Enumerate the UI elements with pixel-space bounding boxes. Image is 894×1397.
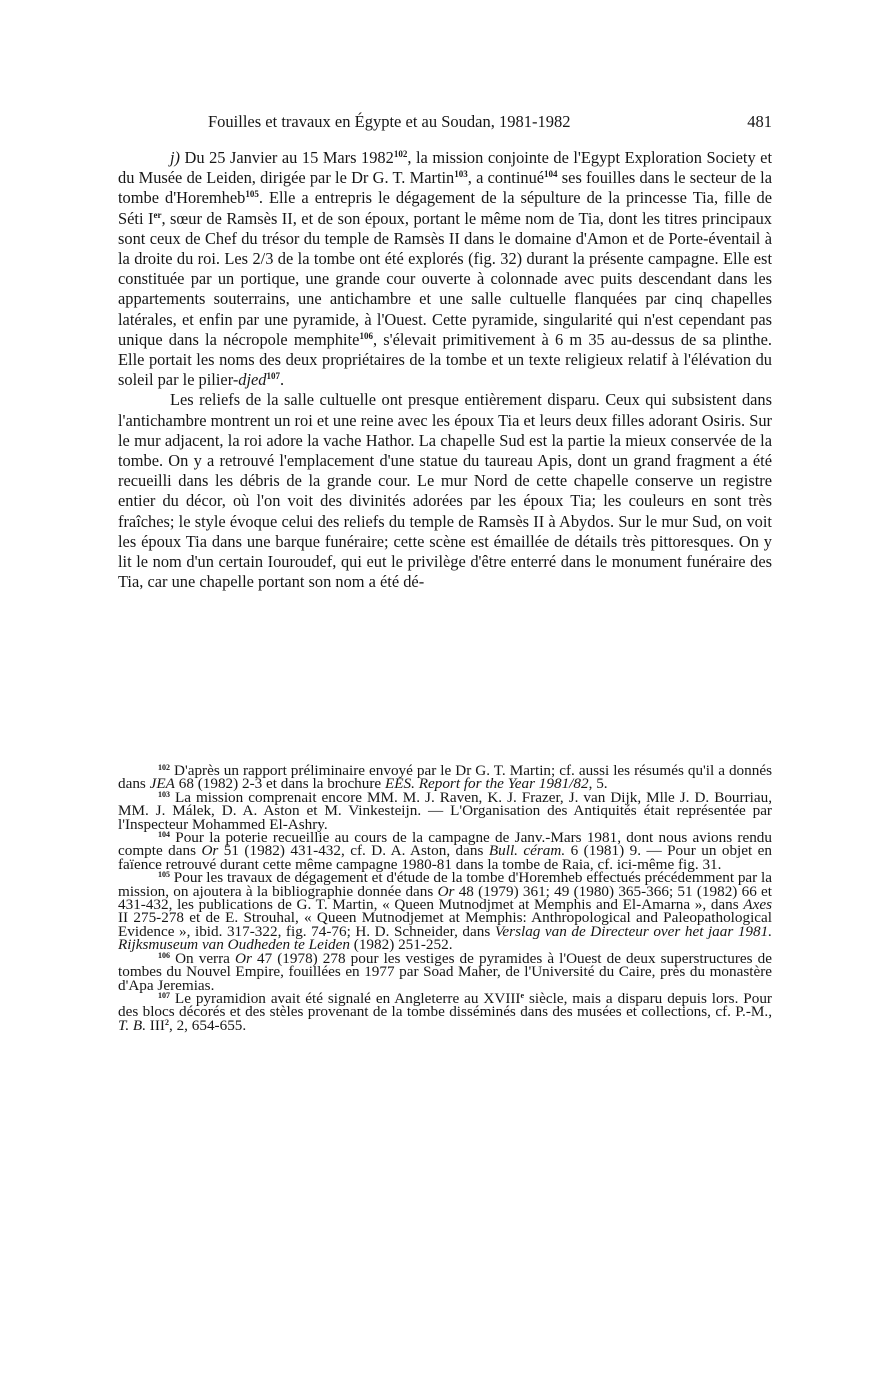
footnote-107 [118,989,772,1034]
footnote-105 [118,869,773,954]
italic-ref: JEA [149,775,175,793]
item-letter: j) [170,148,181,167]
italic-ref: Or [235,949,252,967]
footnote-ref-102[interactable]: 102 [393,149,408,159]
text-run: , a continué [467,168,545,188]
footnote-ref-105[interactable]: 105 [245,189,259,200]
text-run: , 2, 654-655. [168,1016,247,1034]
footnote-number: 106 [158,950,170,960]
italic-ref: EES. Report for the Year 1981/82 [384,775,589,793]
italic-ref: Verslag van de Directeur over het jaar 1981. Rijksmuseum van Oudheden te Leiden [118,922,772,954]
running-header [118,112,772,140]
text-run: 51 (1982) 431-432, cf. D. A. Aston, dans [218,842,489,860]
footnote-ref-104[interactable]: 104 [544,169,558,180]
text-run: Pour les travaux de dégagement et d'étude de la tombe d'Horemheb effectués précédemment par la mission, on ajoutera à la bibliographie donnée dans [118,869,772,900]
main-text [118,148,772,592]
ordinal-superscript: er [153,209,162,220]
text-run: . Elle a entrepris le dégagement de la sépulture de la princesse Tia, fille de Séti I [118,188,772,228]
footnote-ref-106[interactable]: 106 [359,330,373,341]
footnote-number: 102 [158,763,170,772]
text-run: , sœur de Ramsès II, et de son époux, portant le même nom de Tia, dont les titres principaux sont ceux de Chef du trésor du temple de Ramsès II dans le domaine d'Amon et de Porte-éventail à la droite du roi. Les 2/3 de la tombe ont été explorés (fig. 32) durant la présente campagne. Elle est constituée par un portique, une grande cour ouverte à colonnade avec puits descendant dans les appartements souterrains, une antichambre et une salle cultuelle flanquées par cinq chapelles latérales, et enfin par une pyramide, à l'Ouest. Cette pyramide, singularité qui n'est cependant pas unique dans la nécropole memphite [118,208,772,349]
text-run: siècle, mais a disparu depuis lors. Pour des blocs décorés et des stèles provenant de la tombe disséminés dans des musées et collections, cf. P.-M., [118,989,772,1021]
footnote-number: 107 [158,990,170,1000]
text-run: Le pyramidion avait été signalé en Angleterre au XVIII [170,989,521,1007]
text-run: , s'élevait primitivement à 6 m 35 au-dessus de sa plinthe. Elle portait les noms des deux propriétaires de la tombe et un texte religieux relatif à l'élévation du soleil par le pilier- [118,329,772,390]
italic-ref: Or [437,882,455,900]
footnote-102 [118,764,772,791]
text-run: On verra [170,949,235,967]
century-superscript: e [520,990,525,1000]
text-run: II 275-278 et de E. Strouhal, « Queen Mutnodjemet at Memphis: Anthropological and Paleopathological Evidence », ibid. 317-322, fig. 74-76; H. D. Schneider, dans [118,909,772,940]
text-run: III [146,1016,165,1034]
footnote-number: 103 [158,789,170,799]
text-run: Du 25 Janvier au 15 Mars 1982 [180,148,394,167]
italic-ref: Axes [743,896,772,914]
italic-ref: T. B. [118,1016,146,1034]
footnote-number: 105 [158,870,170,880]
paragraph-2: Les reliefs de la salle cultuelle ont presque entièrement disparu. Ceux qui subsistent dans l'antichambre montrent un roi et une reine avec les époux Tia et leurs deux filles adorant Osiris. Sur le mur adjacent, la roi adore la vache Hathor. La chapelle Sud est la partie la mieux conservée de la tombe. On y a retrouvé l'emplacement d'une statue du taureau Apis, dont un grand fragment a été recueilli dans les débris de la grande cour. Le mur Nord de cette chapelle conserve un registre entier du décor, où l'on voit des divinités adorées par les époux Tia; les couleurs en sont très fraîches; le style évoque celui des reliefs du temple de Ramsès II à Abydos. Sur le mur Sud, on voit les époux Tia dans une barque funéraire; cette scène est émaillée de détails très pittoresques. On y lit le nom d'un certain Iouroudef, qui eut le privilège d'être enterré dans le monument funéraire des Tia, car une chapelle portant son nom a été dé- [118,390,772,592]
italic-ref: Bull. céram. [488,842,566,860]
text-run: . [280,370,285,390]
footnote-106 [118,949,772,994]
footnote-ref-107[interactable]: 107 [266,371,281,382]
text-run: La mission comprenait encore MM. M. J. Raven, K. J. Frazer, J. van Dijk, Mlle J. D. Bourriau, MM. J. Málek, D. A. Aston et M. Vinkesteijn. — L'Organisation des Antiquités était représentée par l'Inspecteur Mohammed El-Ashry. [118,788,772,833]
text-run: 47 (1978) 278 pour les vestiges de pyramides à l'Ouest de deux superstructures de tombes du Nouvel Empire, fouillées en 1977 par Soad Maher, de l'Université du Caire, près du monastère d'Apa Jeremias. [118,949,772,994]
text-run: Pour la poterie recueillie au cours de la campagne de Janv.-Mars 1981, dont nous avions rendu compte dans [118,829,772,860]
text-run: 48 (1979) 361; 49 (1980) 365-366; 51 (1982) 66 et 431-432, les publications de G. T. Martin, « Queen Mutnodjmet at Memphis and El-Amarna », dans [118,882,773,914]
italic-ref: Or [201,842,219,860]
paragraph-1 [118,148,772,390]
text-run: , la mission conjointe de l'Egypt Exploration Society et du Musée de Leiden, dirigée par le Dr G. T. Martin [118,148,773,188]
text-run: D'après un rapport préliminaire envoyé par le Dr G. T. Martin; cf. aussi les résumés qu'il a donnés dans [118,762,772,793]
text-run: 6 (1981) 9. — Pour un objet en faïence retrouvé durant cette même campagne 1980-81 dans la tombe de Raia, cf. ici-même fig. 31. [118,842,773,873]
footnote-104 [118,831,772,871]
footnote-103 [118,788,772,833]
footnotes [118,764,772,1032]
page-number: 481 [747,112,772,131]
edition-superscript: 2 [164,1017,169,1027]
italic-term: djed [238,370,267,390]
footnote-number: 104 [158,830,170,840]
text-run: , 5. [588,775,608,793]
page [118,112,773,1034]
text-run: (1982) 251-252. [349,936,453,954]
running-title: Fouilles et travaux en Égypte et au Soudan, 1981-1982 [208,112,571,131]
text-run: ses fouilles dans le secteur de la tombe d'Horemheb [118,168,772,208]
footnote-ref-103[interactable]: 103 [454,169,468,180]
text-run: 68 (1982) 2-3 et dans la brochure [174,775,385,793]
